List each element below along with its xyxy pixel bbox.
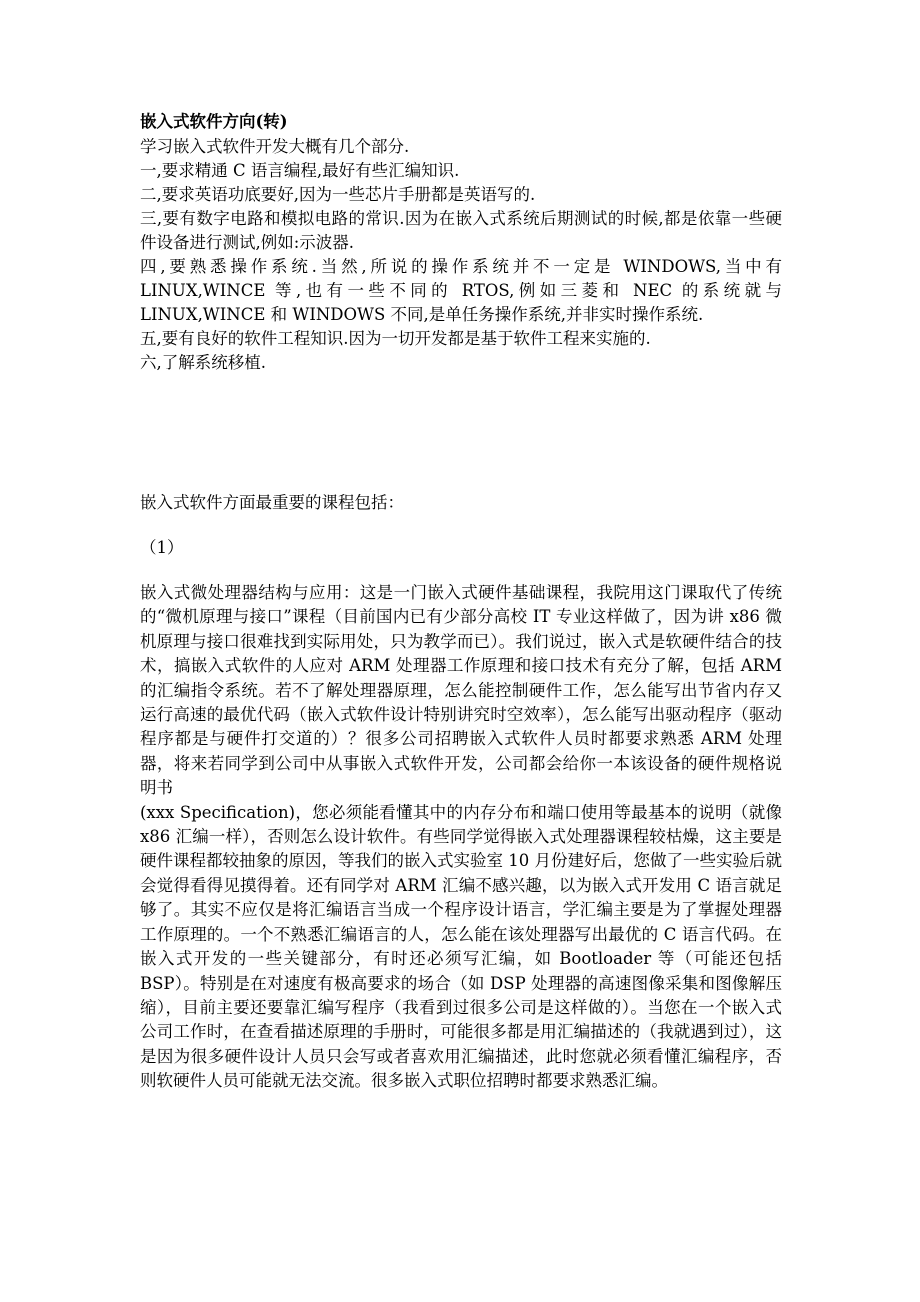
item-number: （1） [140, 538, 184, 557]
intro-line: 六,了解系统移植. [140, 353, 266, 372]
document-title: 嵌入式软件方向(转) [140, 112, 288, 131]
paragraph: 嵌入式微处理器结构与应用：这是一门嵌入式硬件基础课程，我院用这门课取代了传统的“微机原理与接口”课程（目前国内已有少部分高校 IT 专业这样做了，因为讲 x86 微机原理与接口很难找到实际用处，只为教学而已）。我们说过，嵌入式是软硬件结合的技术，搞嵌入式软件的人应对 ARM 处理器工作原理和接口技术有充分了解，包括 ARM 的汇编指令系统。若不了解处理器原理，怎么能控制硬件工作，怎么能写出节省内存又运行高速的最优代码（嵌入式软件设计特别讲究时空效率），怎么能写出驱动程序（驱动程序都是与硬件打交道的）？很多公司招聘嵌入式软件人员时都要求熟悉 ARM 处理器，将来若同学到公司中从事嵌入式软件开发，公司都会给你一本该设备的硬件规格说明书 [140, 583, 782, 798]
intro-block [140, 108, 782, 375]
intro-line: 三,要有数字电路和模拟电路的常识.因为在嵌入式系统后期测试的时候,都是依靠一些硬件设备进行测试,例如:示波器. [140, 209, 782, 252]
intro-line: 四,要熟悉操作系统.当然,所说的操作系统并不一定是 WINDOWS,当中有 LINUX,WINCE 等,也有一些不同的 RTOS,例如三菱和 NEC 的系统就与 LINUX,WINCE 和 WINDOWS 不同,是单任务操作系统,并非实时操作系统. [140, 257, 782, 324]
paragraph: (xxx Specification)，您必须能看懂其中的内存分布和端口使用等最基本的说明（就像 x86 汇编一样），否则怎么设计软件。有些同学觉得嵌入式处理器课程较枯燥，这主要是硬件课程都较抽象的原因，等我们的嵌入式实验室 10 月份建好后，您做了一些实验后就会觉得看得见摸得着。还有同学对 ARM 汇编不感兴趣，以为嵌入式开发用 C 语言就足够了。其实不应仅是将汇编语言当成一个程序设计语言，学汇编主要是为了掌握处理器工作原理的。一个不熟悉汇编语言的人，怎么能在该处理器写出最优的 C 语言代码。在嵌入式开发的一些关键部分，有时还必须写汇编，如 Bootloader 等（可能还包括 BSP）。特别是在对速度有极高要求的场合（如 DSP 处理器的高速图像采集和图像解压缩），目前主要还要靠汇编写程序（我看到过很多公司是这样做的）。当您在一个嵌入式公司工作时，在查看描述原理的手册时，可能很多都是用汇编描述的（我就遇到过），这是因为很多硬件设计人员只会写或者喜欢用汇编描述，此时您就必须看懂汇编程序，否则软硬件人员可能就无法交流。很多嵌入式职位招聘时都要求熟悉汇编。 [140, 802, 782, 1091]
intro-line: 学习嵌入式软件开发大概有几个部分. [140, 137, 410, 156]
intro-line: 二,要求英语功底要好,因为一些芯片手册都是英语写的. [140, 185, 536, 204]
section-heading: 嵌入式软件方面最重要的课程包括： [140, 493, 404, 512]
intro-line: 一,要求精通 C 语言编程,最好有些汇编知识. [140, 161, 460, 180]
document-page [140, 108, 782, 1094]
intro-line: 五,要有良好的软件工程知识.因为一切开发都是基于软件工程来实施的. [140, 329, 651, 348]
